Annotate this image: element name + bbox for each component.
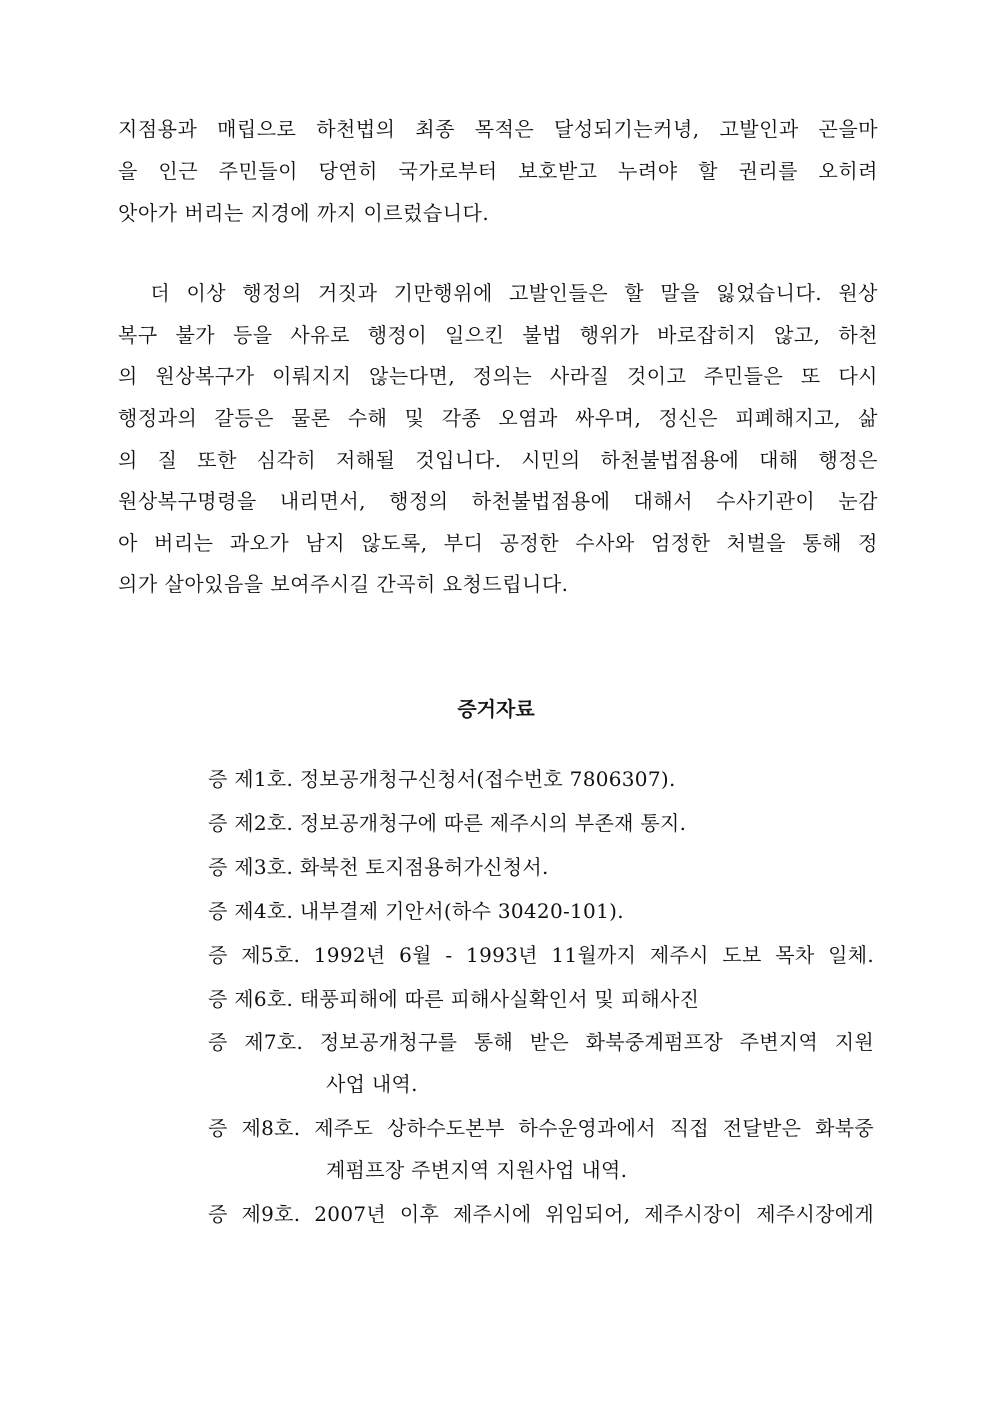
text-line: 원상복구명령을 내리면서, 행정의 하천불법점용에 대해서 수사기관이 눈감 [118, 489, 878, 513]
evidence-item: 증 제5호. 1992년 6월 - 1993년 11월까지 제주시 도보 목차 일체. [208, 943, 874, 967]
text-line: 더 이상 행정의 거짓과 기만행위에 고발인들은 할 말을 잃었습니다. 원상 [118, 281, 878, 305]
text-line: 복구 불가 등을 사유로 행정이 일으킨 불법 행위가 바로잡히지 않고, 하천 [118, 323, 878, 347]
text-line: 행정과의 갈등은 물론 수해 및 각종 오염과 싸우며, 정신은 피폐해지고, 삶 [118, 406, 878, 430]
text-line: 의가 살아있음을 보여주시길 간곡히 요청드립니다. [118, 572, 569, 596]
evidence-item: 증 제2호. 정보공개청구에 따른 제주시의 부존재 통지. [208, 811, 687, 835]
evidence-item: 증 제4호. 내부결제 기안서(하수 30420-101). [208, 899, 624, 923]
text-line: 앗아가 버리는 지경에 까지 이르렀습니다. [118, 201, 490, 225]
evidence-item: 증 제7호. 정보공개청구를 통해 받은 화북중계펌프장 주변지역 지원 [208, 1030, 874, 1054]
evidence-item: 증 제6호. 태풍피해에 따른 피해사실확인서 및 피해사진 [208, 987, 700, 1011]
evidence-item: 증 제3호. 화북천 토지점용허가신청서. [208, 855, 549, 879]
evidence-item: 증 제9호. 2007년 이후 제주시에 위임되어, 제주시장이 제주시장에게 [208, 1202, 874, 1226]
text-line: 아 버리는 과오가 남지 않도록, 부디 공정한 수사와 엄정한 처벌을 통해 정 [118, 531, 878, 555]
text-line: 의 질 또한 심각히 저해될 것입니다. 시민의 하천불법점용에 대해 행정은 [118, 448, 878, 472]
text-line: 을 인근 주민들이 당연히 국가로부터 보호받고 누려야 할 권리를 오히려 [118, 159, 878, 183]
evidence-item: 증 제8호. 제주도 상하수도본부 하수운영과에서 직접 전달받은 화북중 [208, 1116, 874, 1140]
text-line: 의 원상복구가 이뤄지지 않는다면, 정의는 사라질 것이고 주민들은 또 다시 [118, 364, 878, 388]
evidence-item-continuation: 사업 내역. [326, 1072, 418, 1096]
evidence-item-continuation: 계펌프장 주변지역 지원사업 내역. [326, 1158, 628, 1182]
evidence-item: 증 제1호. 정보공개청구신청서(접수번호 7806307). [208, 767, 676, 791]
text-line: 지점용과 매립으로 하천법의 최종 목적은 달성되기는커녕, 고발인과 곤을마 [118, 117, 878, 141]
evidence-heading: 증거자료 [457, 697, 535, 721]
